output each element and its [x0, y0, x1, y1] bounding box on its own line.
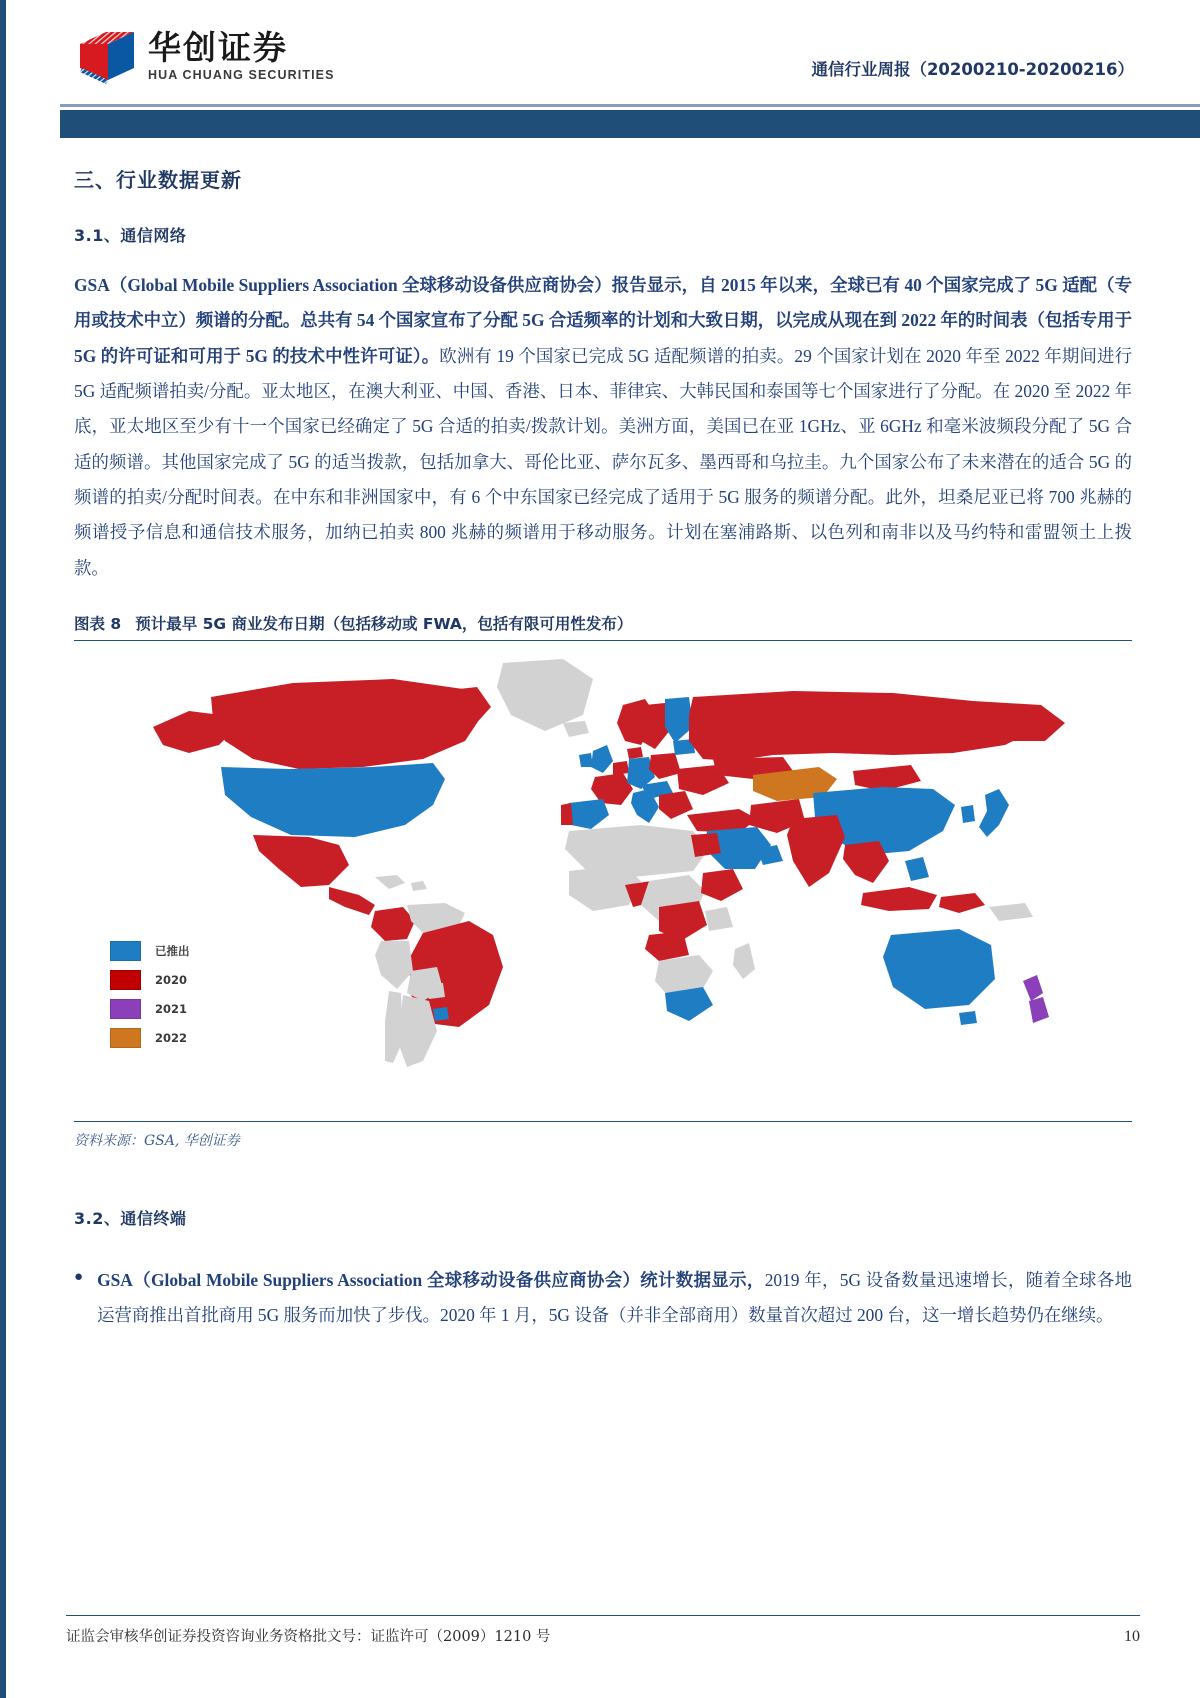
- legend-label-launched: 已推出: [155, 943, 190, 958]
- subsection-heading-3-2: 3.2、通信终端: [74, 1208, 187, 1228]
- legend-label-2020: 2020: [155, 972, 188, 987]
- legend-swatch-launched: [110, 941, 141, 961]
- section-heading: 三、行业数据更新: [74, 168, 242, 192]
- world-map-chart: [74, 649, 1132, 1079]
- paragraph-rest: 欧洲有 19 个国家已完成 5G 适配频谱的拍卖。29 个国家计划在 2020 年至 2022 年期间进行 5G 适配频谱拍卖/分配。亚太地区，在澳大利亚、中国、香港、日本、菲律宾、大韩民国和泰国等七个国家进行了分配。在 2020 至 2022 年底，亚太地区至少有十一个国家已经确定了 5G 合适的拍卖/拨款计划。美洲方面，美国已在亚 1GHz、亚 6GHz 和毫米波频段分配了 5G 合适的频谱。其他国家完成了 5G 的适当拨款，包括加拿大、哥伦比亚、萨尔瓦多、墨西哥和乌拉圭。九个国家公布了未来潜在的适合 5G 的频谱的拍卖/分配时间表。在中东和非洲国家中，有 6 个中东国家已经完成了适用于 5G 服务的频谱分配。此外，坦桑尼亚已将 700 兆赫的频谱授予信息和通信技术服务，加纳已拍卖 800 兆赫的频谱用于移动服务。计划在塞浦路斯、以色列和南非以及马约特和雷盟领土上拨款。: [74, 345, 1132, 578]
- paragraph-lead: GSA（Global Mobile Suppliers Association 全球移动设备供应商协会）报告显示，自 2015 年以来，全球已有 40 个国家完成了 5G 适配（专用或技术中立）频谱的分配。总共有 54 个国家宣布了分配 5G 合适频率的计划和大致日期，以完成从现在到 2022 年的时间表（包括专用于 5G 的许可证和可用于 5G 的技术中性许可证）。: [74, 275, 1132, 366]
- legend-label-2021: 2021: [155, 1001, 188, 1016]
- figure-caption: [74, 612, 1132, 634]
- legend-swatch-2020: [110, 970, 141, 990]
- map-legend: [110, 941, 190, 1057]
- footer-rule: [66, 1615, 1140, 1616]
- bullet-rest: 2019 年，5G 设备数量迅速增长，随着全球各地运营商推出首批商用 5G 服务而加快了步伐。2020 年 1 月，5G 设备（并非全部商用）数量首次超过 200 台，这一增长趋势仍在继续。: [97, 1269, 1132, 1326]
- legend-swatch-2021: [110, 999, 141, 1019]
- company-logo: [76, 28, 335, 84]
- subsection-heading-3-1: 3.1、通信网络: [74, 226, 187, 245]
- page-content: [66, 102, 1140, 1334]
- legend-item-2022: [110, 1028, 190, 1048]
- legend-swatch-2022: [110, 1028, 141, 1048]
- figure-source: 资料来源：GSA, 华创证券: [74, 1132, 240, 1149]
- bullet-marker-icon: ●: [74, 1268, 84, 1285]
- footer-page-number: 10: [1124, 1628, 1140, 1645]
- legend-label-2022: 2022: [155, 1030, 188, 1045]
- hua-chuang-cube-logo-icon: [76, 28, 138, 84]
- page-header: [66, 0, 1140, 102]
- bullet-lead: GSA（Global Mobile Suppliers Association 全球移动设备供应商协会）统计数据显示，: [97, 1269, 765, 1290]
- page-footer: [66, 1615, 1140, 1646]
- figure-number: 图表 8: [74, 614, 122, 633]
- figure-8: [74, 612, 1132, 1150]
- map-landmasses: [153, 659, 1065, 1067]
- body-paragraph: [74, 268, 1132, 586]
- legend-item-2021: [110, 999, 190, 1019]
- bullet-text: [97, 1263, 1132, 1334]
- logo-text-english: HUA CHUANG SECURITIES: [148, 67, 335, 82]
- bullet-item: [74, 1263, 1132, 1334]
- legend-item-launched: [110, 941, 190, 961]
- figure-title: 预计最早 5G 商业发布日期（包括移动或 FWA，包括有限可用性发布）: [135, 614, 633, 633]
- footer-disclaimer: 证监会审核华创证券投资咨询业务资格批文号：证监许可（2009）1210 号: [66, 1629, 551, 1645]
- legend-item-2020: [110, 970, 190, 990]
- report-title: 通信行业周报（20200210-20200216）: [811, 60, 1134, 79]
- figure-body: [74, 640, 1132, 1121]
- logo-text-chinese: 华创证券: [148, 27, 288, 67]
